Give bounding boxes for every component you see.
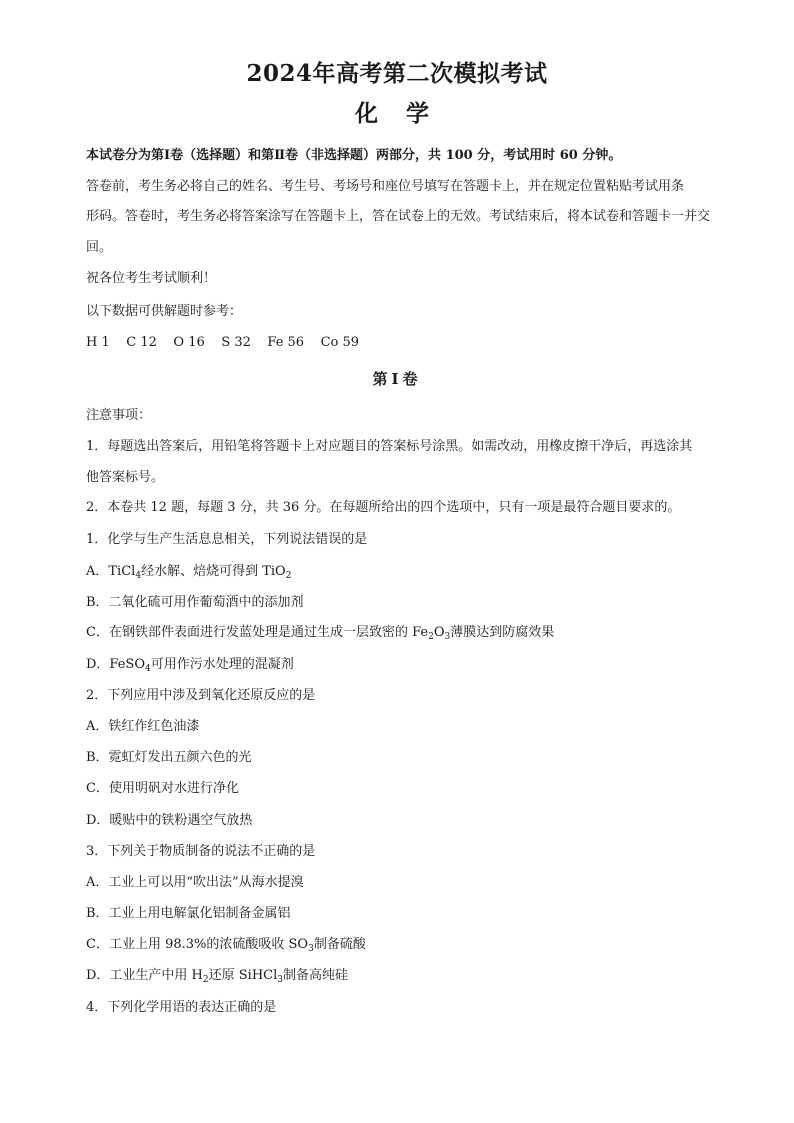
q2-option-d: D．暖贴中的铁粉遇空气放热: [86, 813, 253, 828]
intro-line-2: 答卷前，考生务必将自己的姓名、考生号、考场号和座位号填写在答题卡上，并在规定位置粘贴考试用条: [86, 179, 685, 194]
q1-option-c: C．在钢铁部件表面进行发蓝处理是通过生成一层致密的 $Fe_2O_3$薄膜达到防腐效果: [86, 625, 555, 642]
intro-line-1: 本试卷分为第Ⅰ卷（选择题）和第Ⅱ卷（非选择题）两部分，共 100 分，考试用时 60 分钟。: [86, 148, 622, 163]
intro-line-5: 祝各位考生考试顺利！: [86, 271, 217, 286]
atomic-masses: H 1 C 12 O 16 S 32 Fe 56 Co 59: [86, 335, 360, 350]
notice-1b: 他答案标号。: [86, 470, 165, 485]
section-heading: 第Ⅰ卷: [372, 370, 422, 388]
notice-title: 注意事项：: [86, 408, 152, 423]
exam-title: 2024年高考第二次模拟考试: [246, 60, 548, 87]
q2-option-c: C．使用明矾对水进行净化: [86, 781, 239, 796]
q3-option-b: B．工业上用电解氯化铝制备金属铝: [86, 906, 291, 921]
q2-option-b: B．霓虹灯发出五颜六色的光: [86, 750, 252, 765]
intro-line-3: 形码。答卷时，考生务必将答案涂写在答题卡上，答在试卷上的无效。考试结束后，将本试卷和答题卡一并交: [86, 209, 711, 224]
q1-option-d: D．FeSO$_4$可用作污水处理的混凝剂: [86, 657, 294, 674]
q1-option-b: B．二氧化硫可用作葡萄酒中的添加剂: [86, 595, 304, 610]
subject-title: 化 学: [354, 100, 439, 127]
q3-option-c: C．工业上用 98.3%的浓硫酸吸收 $SO_3$制备硫酸: [86, 937, 366, 954]
intro-line-4: 回。: [86, 240, 113, 255]
q3-option-a: A．工业上可以用“吹出法”从海水提溴: [86, 875, 304, 890]
notice-1a: 1．每题选出答案后，用铅笔将答题卡上对应题目的答案标号涂黑。如需改动，用橡皮擦干净后，再选涂其: [86, 439, 693, 454]
q1-stem: 1．化学与生产生活息息相关，下列说法错误的是: [86, 532, 368, 547]
intro-line-6: 以下数据可供解题时参考：: [86, 304, 243, 319]
q3-option-d: D．工业生产中用 $H_2$还原 SiHCl$_3$制备高纯硅: [86, 968, 349, 985]
notice-2: 2．本卷共 12 题，每题 3 分，共 36 分。在每题所给出的四个选项中，只有一项是最符合题目要求的。: [86, 500, 681, 515]
q2-stem: 2．下列应用中涉及到氧化还原反应的是: [86, 688, 316, 703]
q3-stem: 3．下列关于物质制备的说法不正确的是: [86, 844, 316, 859]
q2-option-a: A．铁红作红色油漆: [86, 719, 200, 734]
q1-option-a: A．TiCl$_4$经水解、焙烧可得到 TiO$_2$: [86, 564, 292, 581]
q4-stem: 4．下列化学用语的表达正确的是: [86, 1000, 277, 1015]
